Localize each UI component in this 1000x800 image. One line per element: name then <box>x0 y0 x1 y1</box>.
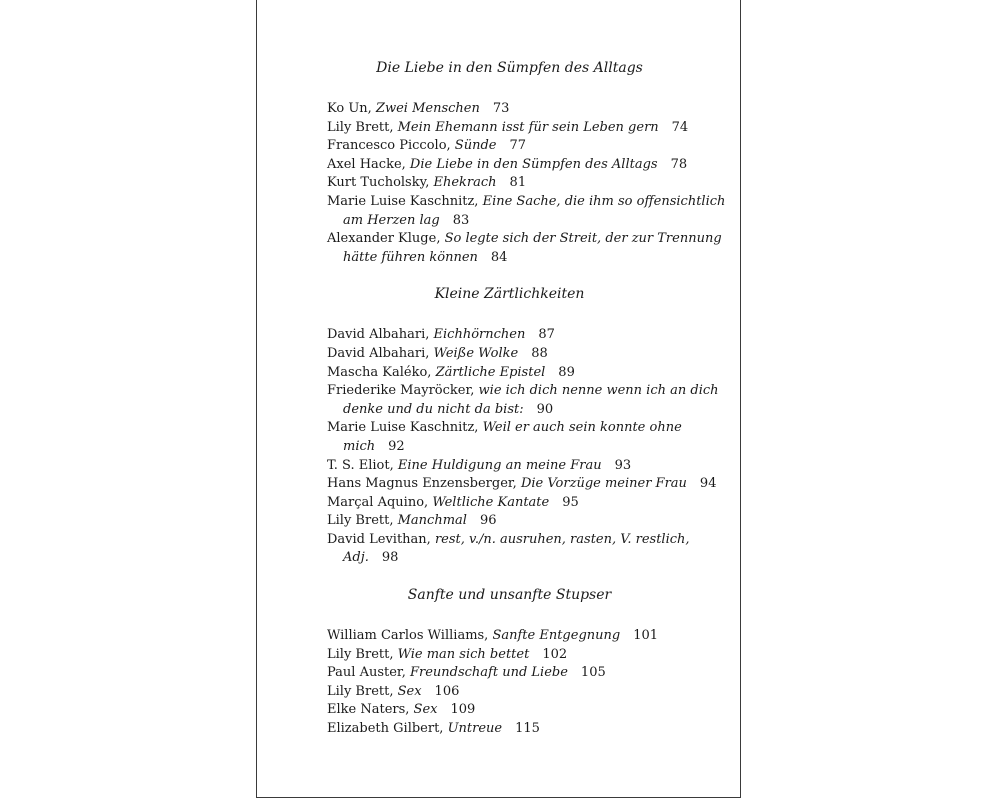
entry-title: Wie man sich bettet <box>397 646 530 662</box>
entry-title: Sünde <box>454 138 497 154</box>
toc-entry <box>327 174 727 193</box>
entry-title: Untreue <box>447 721 503 737</box>
book-page <box>256 0 741 798</box>
entry-author: Lily Brett, <box>327 119 398 135</box>
entry-title: So legte sich der Streit, der zur Trennung hätte führen können <box>343 231 722 265</box>
entry-author: T. S. Eliot, <box>327 457 398 473</box>
toc-entry <box>327 119 727 138</box>
section-title: Die Liebe in den Sümpfen des Alltags <box>376 60 643 76</box>
toc-entry <box>327 720 727 739</box>
entry-author: Marie Luise Kaschnitz, <box>327 193 483 209</box>
entry-page: 115 <box>515 721 540 737</box>
entry-page: 73 <box>492 101 510 116</box>
entry-title: Eichhörnchen <box>433 327 526 343</box>
entry-list <box>327 627 727 739</box>
entry-page: 98 <box>381 550 399 566</box>
toc-entry <box>327 100 727 119</box>
entry-page: 109 <box>450 702 476 718</box>
entry-author: David Albahari, <box>327 345 434 361</box>
entry-title: wie ich dich nenne wenn ich an dich denke und du nicht da bist: <box>343 383 719 417</box>
toc-entry <box>327 345 727 364</box>
entry-list <box>327 326 727 568</box>
entry-title: Manchmal <box>397 513 467 529</box>
toc-entry <box>327 457 727 476</box>
entry-page: 94 <box>699 476 717 492</box>
entry-author: Paul Auster, <box>327 665 410 681</box>
entry-page: 78 <box>670 156 688 172</box>
entry-author: Kurt Tucholsky, <box>327 175 434 191</box>
entry-author: David Albahari, <box>327 327 434 343</box>
entry-title: Zärtliche Epistel <box>435 364 546 380</box>
entry-author: Marçal Aquino, <box>327 494 433 510</box>
entry-author: Hans Magnus Enzensberger, <box>327 476 521 492</box>
toc-entry <box>327 512 727 531</box>
entry-title: Sex <box>397 683 422 699</box>
table-of-contents <box>327 54 727 739</box>
toc-entry <box>327 683 727 702</box>
entry-title: Freundschaft und Liebe <box>409 665 568 681</box>
entry-title: Sanfte Entgegnung <box>492 628 621 644</box>
entry-page: 87 <box>538 327 555 343</box>
entry-page: 77 <box>509 138 527 154</box>
entry-page: 102 <box>542 646 568 662</box>
entry-title: Zwei Menschen <box>375 101 480 116</box>
entry-page: 81 <box>509 175 527 191</box>
entry-author: Marie Luise Kaschnitz, <box>327 420 483 436</box>
toc-section <box>327 280 727 568</box>
entry-title: Weltliche Kantate <box>432 494 550 510</box>
entry-title: Eine Huldigung an meine Frau <box>397 457 602 473</box>
entry-page: 96 <box>479 513 497 529</box>
entry-author: Ko Un, <box>327 101 376 116</box>
entry-title: Mein Ehemann isst für sein Leben gern <box>397 119 659 135</box>
toc-entry <box>327 494 727 513</box>
section-title: Sanfte und unsanfte Stupser <box>407 587 612 604</box>
entry-page: 106 <box>434 683 460 699</box>
entry-title: Sex <box>413 702 438 718</box>
toc-entry <box>327 531 727 568</box>
entry-author: Francesco Piccolo, <box>327 138 455 154</box>
entry-author: Mascha Kaléko, <box>327 364 436 380</box>
entry-author: William Carlos Williams, <box>327 628 493 644</box>
toc-entry <box>327 326 727 345</box>
entry-author: Lily Brett, <box>327 683 398 699</box>
entry-title: rest, v./n. ausruhen, rasten, V. restlich, Adj. <box>343 531 690 566</box>
entry-title: Weiße Wolke <box>433 345 519 361</box>
toc-entry <box>327 364 727 383</box>
entry-title: Ehekrach <box>433 175 497 191</box>
entry-author: David Levithan, <box>327 531 435 547</box>
entry-author: Lily Brett, <box>327 513 398 529</box>
entry-page: 84 <box>490 249 508 265</box>
toc-entry <box>327 646 727 665</box>
toc-section <box>327 581 727 739</box>
toc-entry <box>327 382 727 419</box>
toc-section <box>327 54 727 267</box>
toc-entry <box>327 137 727 156</box>
toc-entry <box>327 701 727 720</box>
entry-author: Friederike Mayröcker, <box>327 383 479 399</box>
entry-page: 90 <box>536 401 554 417</box>
toc-entry <box>327 664 727 683</box>
entry-title: Die Liebe in den Sümpfen des Alltags <box>409 156 658 172</box>
entry-page: 93 <box>614 457 632 473</box>
entry-author: Axel Hacke, <box>327 156 410 172</box>
entry-page: 88 <box>531 345 548 361</box>
entry-page: 95 <box>562 494 579 510</box>
entry-title: Weil er auch sein konnte ohne mich <box>343 420 682 454</box>
toc-entry <box>327 230 727 267</box>
entry-author: Elizabeth Gilbert, <box>327 721 448 737</box>
toc-entry <box>327 156 727 175</box>
section-title: Kleine Zärtlichkeiten <box>434 286 585 303</box>
toc-entry <box>327 627 727 646</box>
toc-entry <box>327 475 727 494</box>
entry-page: 83 <box>452 212 470 228</box>
entry-author: Alexander Kluge, <box>327 231 445 247</box>
entry-page: 101 <box>633 628 659 644</box>
entry-page: 105 <box>580 665 606 681</box>
entry-page: 74 <box>671 119 689 135</box>
toc-entry <box>327 419 727 456</box>
entry-author: Lily Brett, <box>327 646 398 662</box>
entry-page: 92 <box>388 438 405 454</box>
entry-list <box>327 100 727 267</box>
entry-author: Elke Naters, <box>327 702 414 718</box>
toc-entry <box>327 193 727 230</box>
entry-title: Die Vorzüge meiner Frau <box>520 476 687 492</box>
entry-title: Eine Sache, die ihm so offensichtlich am Herzen lag <box>343 193 726 228</box>
entry-page: 89 <box>558 364 575 380</box>
